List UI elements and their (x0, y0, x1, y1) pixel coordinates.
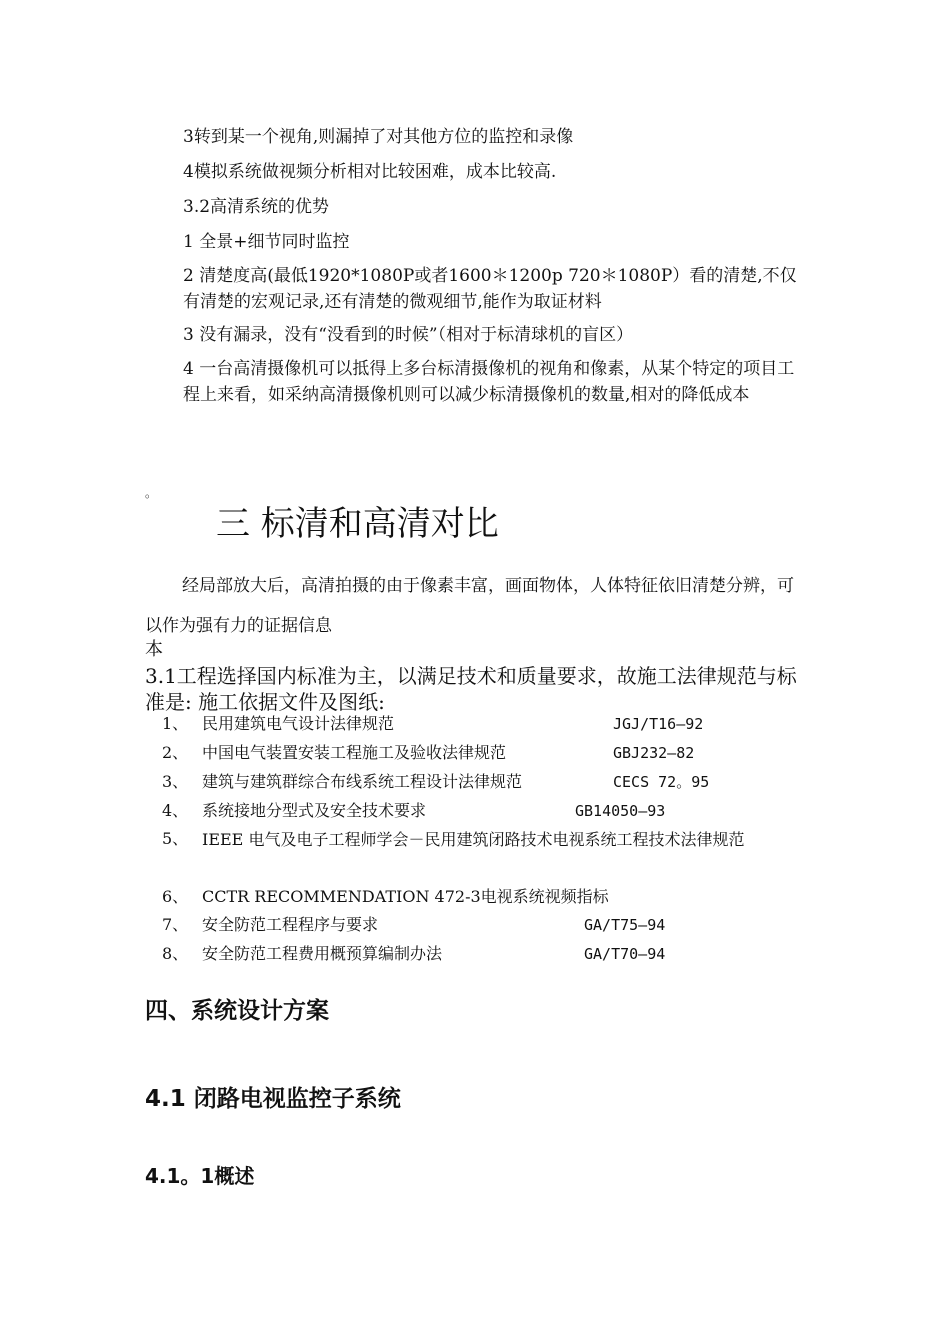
text-line: 本 (145, 639, 163, 660)
standard-row (145, 825, 815, 853)
standard-row (145, 797, 815, 825)
standard-code: GA/T75—94 (584, 916, 666, 934)
text-line: 3 没有漏录，没有“没看到的时候”（相对于标清球机的盲区） (183, 325, 634, 345)
text-line: 1 全景+细节同时监控 (183, 232, 350, 252)
text-paragraph: 2 清楚度高(最低1920*1080P或者1600＊1200p 720＊1080P）看的清楚,不仅有清楚的宏观记录,还有清楚的微观细节,能作为取证材料 (183, 266, 797, 312)
chapter-heading: 四、系统设计方案 (145, 998, 329, 1024)
standard-number: 4、 (162, 801, 189, 820)
comparison-paragraph: 经局部放大后，高清拍摄的由于像素丰富，画面物体，人体特征依旧清楚分辨，可以作为强有力的证据信息 (145, 576, 794, 636)
section-heading-4-1: 4.1 闭路电视监控子系统 (145, 1086, 401, 1112)
standard-row (145, 739, 815, 767)
standard-row (145, 911, 815, 939)
standard-name: 安全防范工程程序与要求 (202, 915, 379, 934)
standard-row (145, 883, 815, 911)
standard-name: 系统接地分型式及安全技术要求 (202, 801, 427, 820)
standard-number: 8、 (162, 944, 189, 963)
standard-name: 中国电气装置安装工程施工及验收法律规范 (202, 743, 507, 762)
standard-row (145, 940, 815, 968)
text-line: 3转到某一个视角,则漏掉了对其他方位的监控和录像 (183, 127, 574, 147)
standard-code: CECS 72。95 (613, 773, 710, 791)
stray-mark: 。 (145, 486, 158, 500)
standard-name: 安全防范工程费用概预算编制办法 (202, 944, 443, 963)
standard-name: CCTR RECOMMENDATION 472-3电视系统视频指标 (202, 887, 609, 906)
standard-name: 建筑与建筑群综合布线系统工程设计法律规范 (202, 772, 523, 791)
standard-code: GBJ232—82 (613, 744, 695, 762)
standard-code: GA/T70—94 (584, 945, 666, 963)
standard-code: GB14050—93 (575, 802, 666, 820)
standard-number: 3、 (162, 772, 189, 791)
standard-row (145, 768, 815, 796)
standard-number: 7、 (162, 915, 189, 934)
text-line: 4模拟系统做视频分析相对比较困难，成本比较高. (183, 162, 557, 182)
standard-name: IEEE 电气及电子工程师学会－民用建筑闭路技术电视系统工程技术法律规范 (202, 830, 745, 849)
standard-code: JGJ/T16—92 (613, 715, 704, 733)
standard-number: 6、 (162, 887, 189, 906)
standard-name: 民用建筑电气设计法律规范 (202, 714, 395, 733)
standard-number: 5、 (162, 829, 189, 848)
section-heading: 三 标清和高清对比 (216, 504, 499, 544)
text-paragraph: 4 一台高清摄像机可以抵得上多台标清摄像机的视角和像素，从某个特定的项目工程上来看，如采纳高清摄像机则可以减少标清摄像机的数量,相对的降低成本 (183, 359, 795, 405)
standards-intro: 3.1工程选择国内标准为主，以满足技术和质量要求，故施工法律规范与标准是: 施工依据文件及图纸: (145, 664, 797, 714)
subsection-heading-4-1-1: 4.1。1概述 (145, 1164, 255, 1188)
standard-row (145, 710, 815, 738)
standard-number: 1、 (162, 714, 189, 733)
text-line: 3.2高清系统的优势 (183, 197, 330, 217)
standard-number: 2、 (162, 743, 189, 762)
